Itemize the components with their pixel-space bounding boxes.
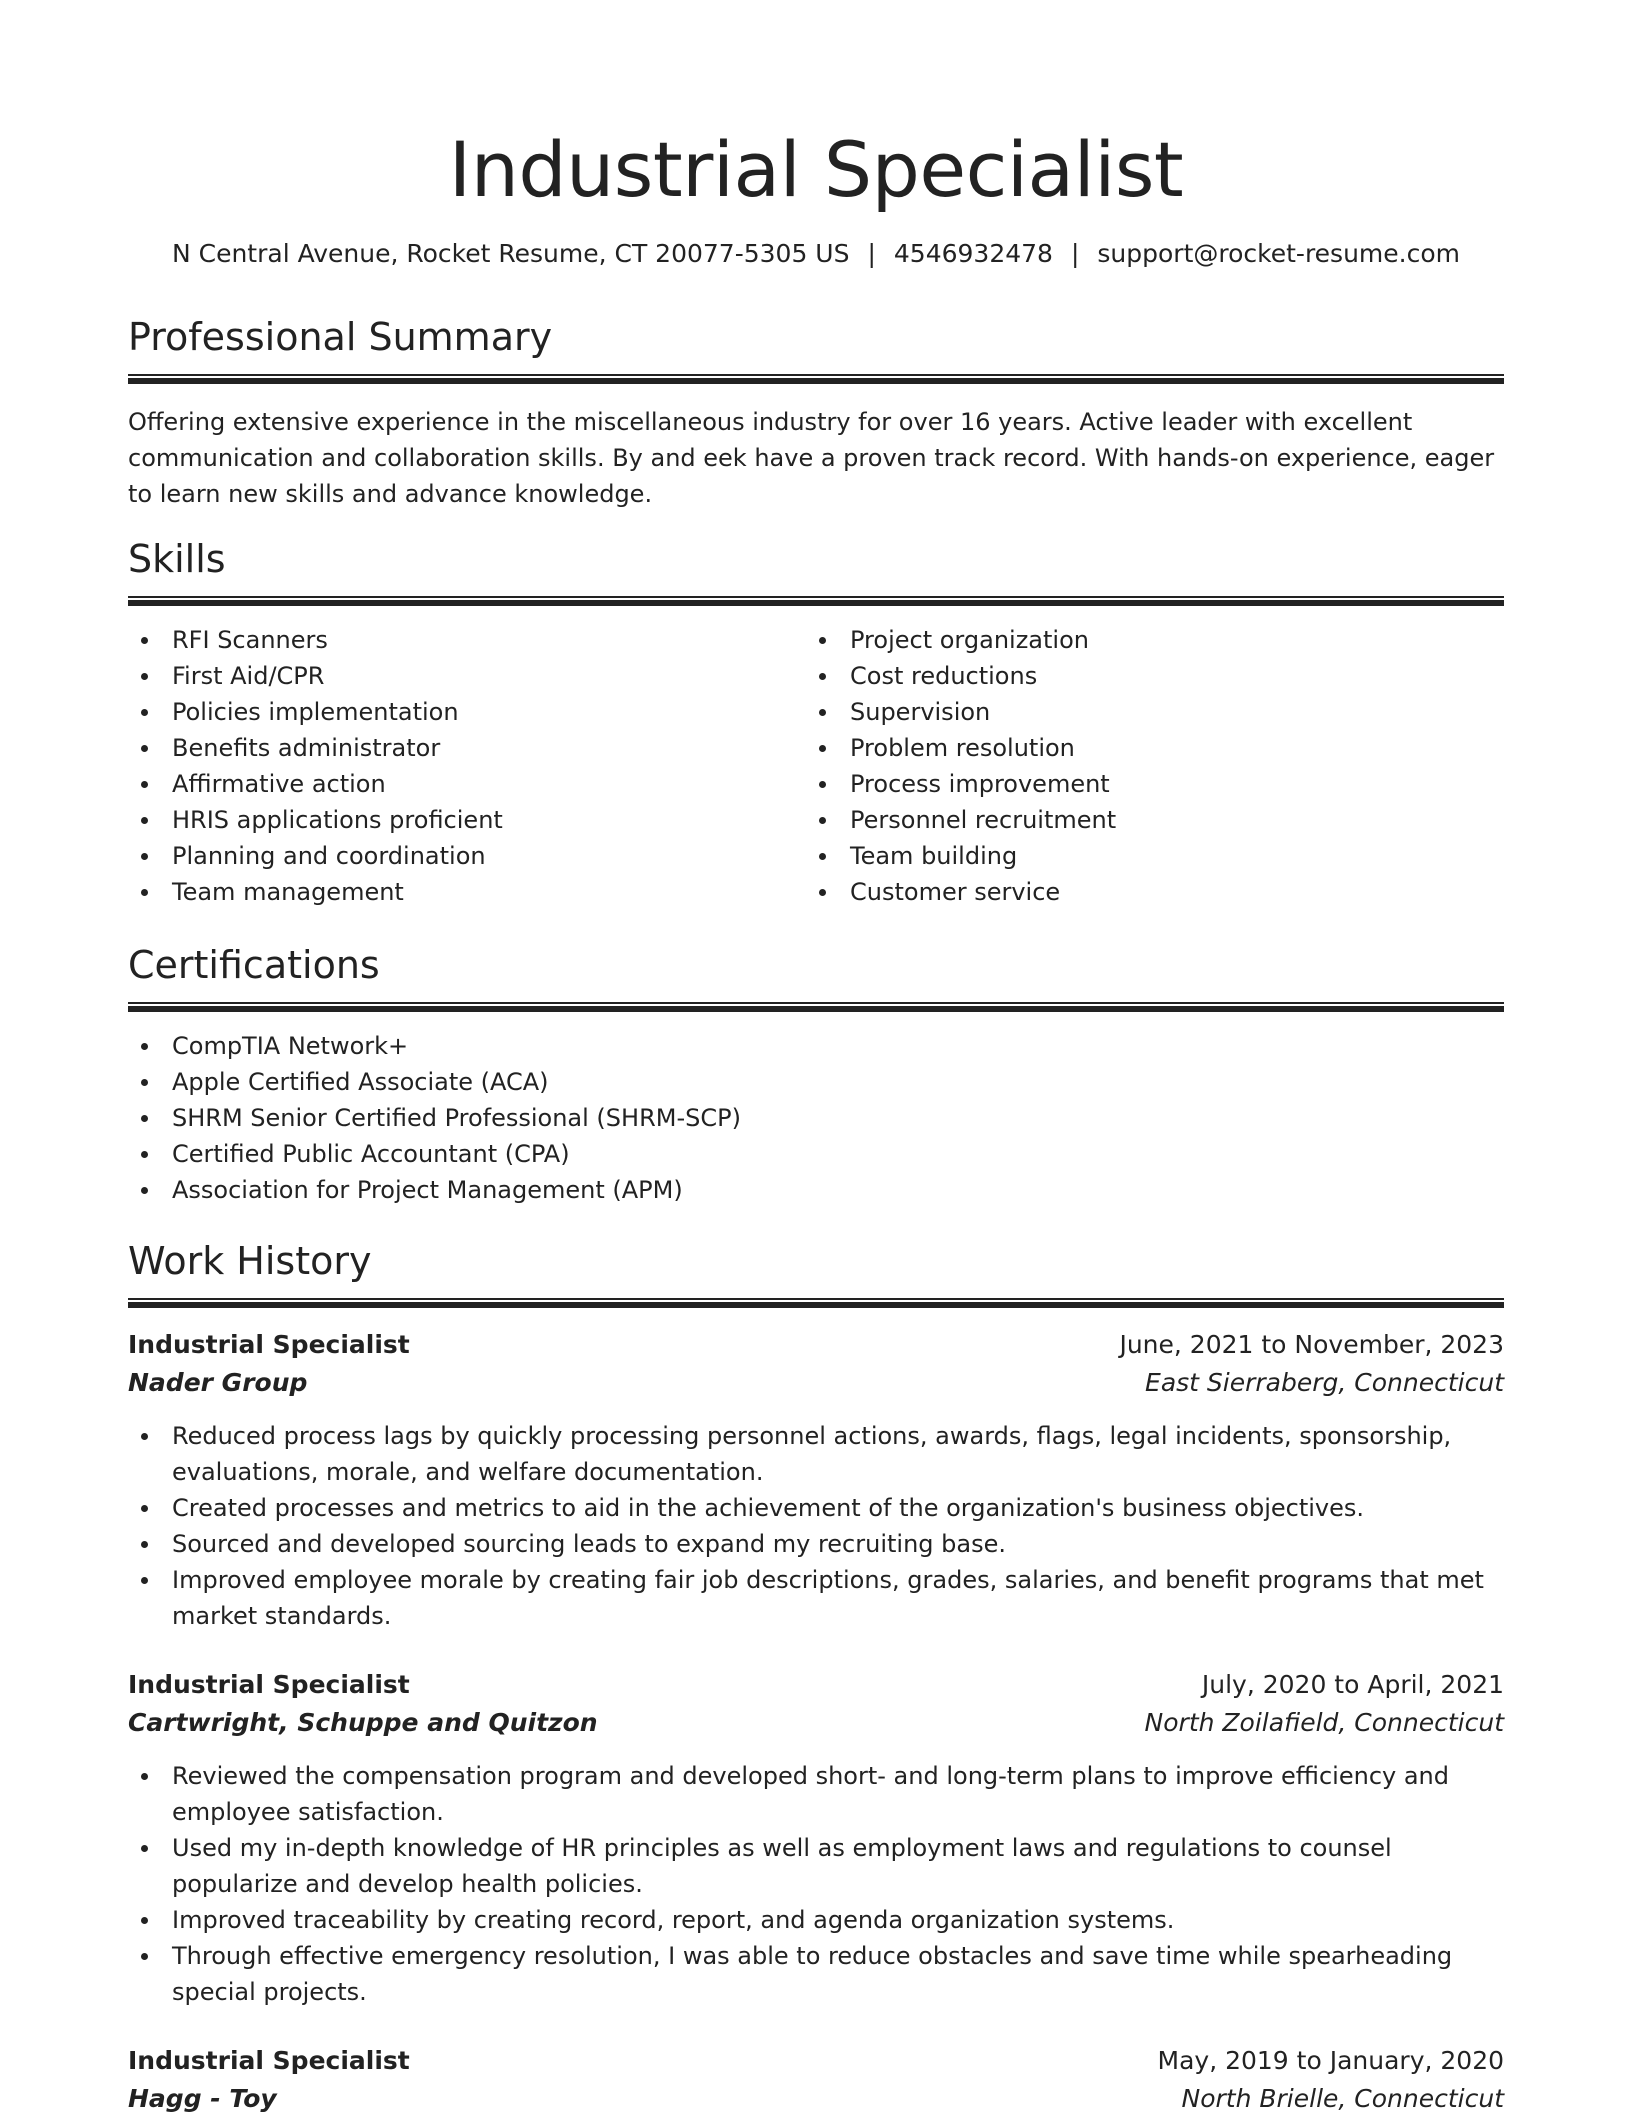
skill-item: Team building [806, 838, 1484, 874]
skill-item: HRIS applications proficient [128, 802, 806, 838]
skill-item: Policies implementation [128, 694, 806, 730]
section-title-skills: Skills [128, 537, 226, 581]
work-history-section [128, 1236, 1504, 2118]
job-bullet: Improved traceability by creating record, report, and agenda organization systems. [128, 1902, 1504, 1938]
job-entry [128, 1666, 1504, 2010]
skill-item: Process improvement [806, 766, 1484, 802]
section-divider [128, 596, 1504, 606]
job-company: Nader Group [128, 1368, 308, 1397]
job-entry [128, 1326, 1504, 1634]
contact-phone: 4546932478 [893, 239, 1053, 268]
contact-line [128, 238, 1504, 270]
section-title-certifications: Certifications [128, 943, 380, 987]
skill-item: First Aid/CPR [128, 658, 806, 694]
certification-item: CompTIA Network+ [128, 1028, 1504, 1064]
job-bullet: Through effective emergency resolution, I was able to reduce obstacles and save time while spearheading special projects. [128, 1938, 1504, 2010]
job-company-row [128, 1704, 1504, 1742]
job-bullet: Sourced and developed sourcing leads to expand my recruiting base. [128, 1526, 1504, 1562]
skills-list-left [128, 622, 806, 910]
job-header-row [128, 1666, 1504, 1704]
job-company: Cartwright, Schuppe and Quitzon [128, 1708, 598, 1737]
job-company: Hagg - Toy [128, 2084, 277, 2113]
job-bullet: Reviewed the compensation program and developed short- and long-term plans to improve efficiency and employee satisfaction. [128, 1758, 1504, 1830]
certification-item: Certified Public Accountant (CPA) [128, 1136, 1504, 1172]
contact-separator: | [867, 239, 876, 268]
certification-item: Apple Certified Associate (ACA) [128, 1064, 1504, 1100]
skill-item: RFI Scanners [128, 622, 806, 658]
section-divider [128, 1298, 1504, 1308]
section-title-summary: Professional Summary [128, 315, 553, 359]
job-location: North Zoilafield, Connecticut [1144, 1708, 1504, 1737]
summary-text: Offering extensive experience in the miscellaneous industry for over 16 years. Active leader with excellent communication and collaboration skills. By and eek have a proven track record. With hands-on experience, eager to learn new skills and advance knowledge. [128, 408, 1495, 508]
skills-section [128, 534, 1504, 910]
section-title-work-history: Work History [128, 1239, 372, 1283]
job-bullets [128, 1758, 1504, 2010]
resume-page [128, 0, 1504, 2113]
contact-email: support@rocket-resume.com [1097, 239, 1461, 268]
contact-separator: | [1070, 239, 1080, 268]
job-header-row [128, 1326, 1504, 1364]
skill-item: Supervision [806, 694, 1484, 730]
job-company-row [128, 2080, 1504, 2118]
certification-item: Association for Project Management (APM) [128, 1172, 1504, 1208]
job-bullet: Reduced process lags by quickly processing personnel actions, awards, flags, legal incidents, sponsorship, evaluations, morale, and welfare documentation. [128, 1418, 1504, 1490]
skill-item: Personnel recruitment [806, 802, 1484, 838]
skill-item: Customer service [806, 874, 1484, 910]
job-title: Industrial Specialist [128, 2046, 410, 2075]
section-divider [128, 374, 1504, 384]
skills-columns [128, 622, 1504, 910]
certification-item: SHRM Senior Certified Professional (SHRM-SCP) [128, 1100, 1504, 1136]
section-divider [128, 1002, 1504, 1012]
job-dates: May, 2019 to January, 2020 [1157, 2046, 1504, 2075]
summary-section [128, 312, 1504, 512]
certifications-section [128, 940, 1504, 1208]
job-bullets [128, 1418, 1504, 1634]
job-header-row [128, 2042, 1504, 2080]
job-bullet: Created processes and metrics to aid in the achievement of the organization's business objectives. [128, 1490, 1504, 1526]
job-title: Industrial Specialist [128, 1330, 410, 1359]
certifications-list [128, 1028, 1504, 1208]
skill-item: Planning and coordination [128, 838, 806, 874]
job-entry [128, 2042, 1504, 2118]
job-bullet: Improved employee morale by creating fair job descriptions, grades, salaries, and benefit programs that met market standards. [128, 1562, 1504, 1634]
job-title: Industrial Specialist [128, 1670, 410, 1699]
resume-name: Industrial Specialist [448, 125, 1184, 214]
skill-item: Problem resolution [806, 730, 1484, 766]
job-dates: June, 2021 to November, 2023 [1119, 1330, 1504, 1359]
skill-item: Project organization [806, 622, 1484, 658]
skill-item: Cost reductions [806, 658, 1484, 694]
job-dates: July, 2020 to April, 2021 [1201, 1670, 1504, 1699]
job-location: North Brielle, Connecticut [1181, 2084, 1504, 2113]
skill-item: Benefits administrator [128, 730, 806, 766]
skill-item: Team management [128, 874, 806, 910]
skill-item: Affirmative action [128, 766, 806, 802]
job-company-row [128, 1364, 1504, 1402]
job-bullet: Used my in-depth knowledge of HR principles as well as employment laws and regulations to counsel popularize and develop health policies. [128, 1830, 1504, 1902]
job-location: East Sierraberg, Connecticut [1145, 1368, 1504, 1397]
skills-list-right [806, 622, 1484, 910]
contact-address: N Central Avenue, Rocket Resume, CT 20077-5305 US [171, 239, 850, 268]
